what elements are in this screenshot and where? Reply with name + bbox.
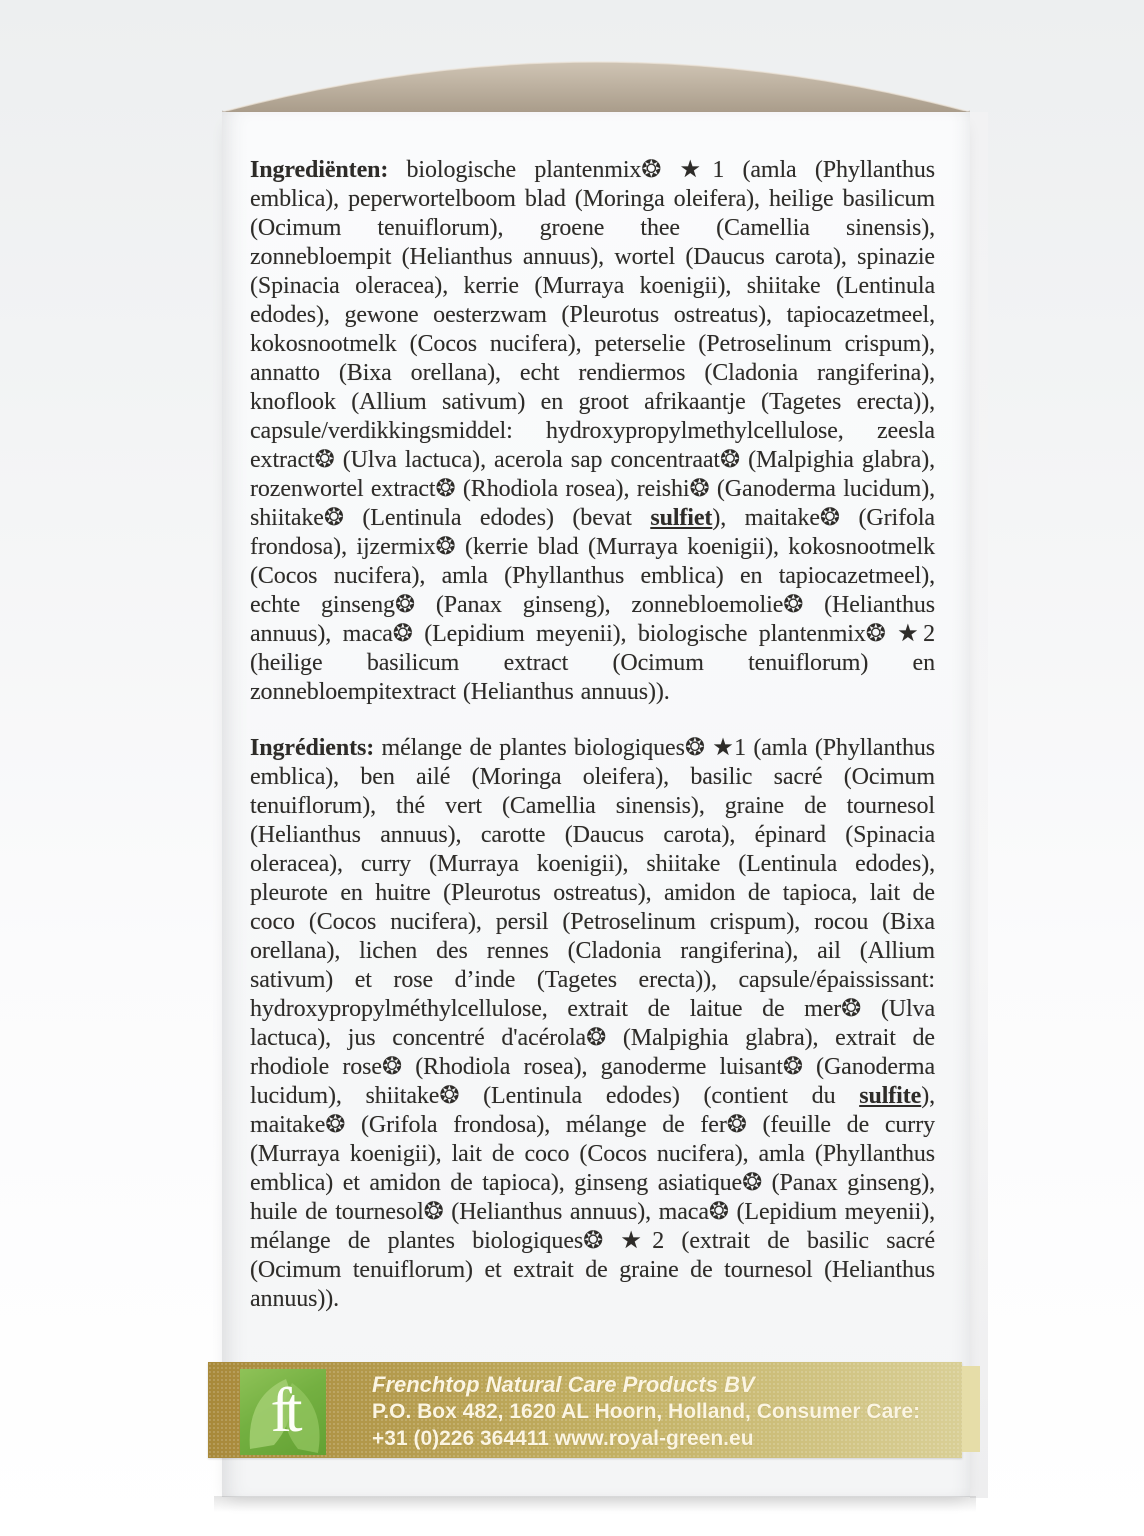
fr-ingredients-text-2: ), maitake❂ (Grifola frondosa), mélange de fer❂ (feuille de curry (Murraya koenigii), lait de coco (Cocos nucifera), amla (Phyllanthus emblica) et amidon de tapioca), ginseng asiatique❂ (Panax ginseng), huile de tournesol❂ (Helianthus annuus), maca❂ (Lepidium meyenii), mélange de plantes biologiques❂ ★2 (extrait de basilic sacré (Ocimum tenuiflorum) et extrait de graine de tournesol (Helianthus annuus)). [250, 1083, 935, 1312]
fr-ingredients-text-1: mélange de plantes biologiques❂ ★1 (amla (Phyllanthus emblica), ben ailé (Moringa oleifera), basilic sacré (Ocimum tenuiflorum), thé vert (Camellia sinensis), graine de tournesol (Helianthus annuus), carotte (Daucus carota), épinard (Spinacia oleracea), curry (Murraya koenigii), shiitake (Lentinula edodes), pleurote en huitre (Pleurotus ostreatus), amidon de tapioca, lait de coco (Cocos nucifera), persil (Petroselinum crispum), rocou (Bixa orellana), lichen des rennes (Cladonia rangiferina), ail (Allium sativum) et rose d’inde (Tagetes erecta)), capsule/épaississant: hydroxypropylméthylcellulose, extrait de laitue de mer❂ (Ulva lactuca), jus concentré d'acérola❂ (Malpighia glabra), extrait de rhodiole rose❂ (Rhodiola rosea), ganoderme luisant❂ (Ganoderma lucidum), shiitake❂ (Lentinula edodes) (contient du [250, 735, 935, 1109]
box-front-panel [222, 112, 970, 1497]
company-name: Frenchtop Natural Care Products BV [372, 1372, 755, 1397]
ingredients-paragraph-nl [250, 156, 935, 707]
company-phone-web: +31 (0)226 364411 www.royal-green.eu [372, 1427, 754, 1450]
manufacturer-info [372, 1371, 920, 1452]
fr-ingredients-label: Ingrédients: [250, 735, 375, 761]
company-address: P.O. Box 482, 1620 AL Hoorn, Holland, Consumer Care: [372, 1400, 921, 1423]
ft-monogram: ft [270, 1374, 296, 1445]
ft-logo [240, 1369, 326, 1455]
nl-ingredients-text-2: ), maitake❂ (Grifola frondosa), ijzermix❂ (kerrie blad (Murraya koenigii), kokosnootmelk (Cocos nucifera), amla (Phyllanthus emblica) en tapiocazetmeel), echte ginseng❂ (Panax ginseng), zonnebloemolie❂ (Helianthus annuus), maca❂ (Lepidium meyenii), biologische plantenmix❂ ★2 (heilige basilicum extract (Ocimum tenuiflorum) en zonnebloempitextract (Helianthus annuus)). [250, 505, 935, 705]
ingredients-paragraph-fr [250, 734, 935, 1314]
nl-ingredients-label: Ingrediënten: [250, 157, 389, 183]
fr-allergen-word: sulfite [859, 1083, 922, 1109]
nl-allergen-word: sulfiet [650, 505, 713, 531]
manufacturer-band [208, 1362, 962, 1458]
box-bottom-shadow [214, 1496, 976, 1512]
band-side-strip [962, 1366, 980, 1452]
nl-ingredients-text-1: biologische plantenmix❂ ★1 (amla (Phyllanthus emblica), peperwortelboom blad (Moringa oleifera), heilige basilicum (Ocimum tenuiflorum), groene thee (Camellia sinensis), zonnebloempit (Helianthus annuus), wortel (Daucus carota), spinazie (Spinacia oleracea), kerrie (Murraya koenigii), shiitake (Lentinula edodes), gewone oesterzwam (Pleurotus ostreatus), tapiocazetmeel, kokosnootmelk (Cocos nucifera), peterselie (Petroselinum crispum), annatto (Bixa orellana), echt rendiermos (Cladonia rangiferina), knoflook (Allium sativum) en groot afrikaantje (Tagetes erecta)), capsule/verdikkingsmiddel: hydroxypropylmethylcellulose, zeesla extract❂ (Ulva lactuca), acerola sap concentraat❂ (Malpighia glabra), rozenwortel extract❂ (Rhodiola rosea), reishi❂ (Ganoderma lucidum), shiitake❂ (Lentinula edodes) (bevat [250, 157, 935, 531]
box-side-face [970, 112, 988, 1498]
